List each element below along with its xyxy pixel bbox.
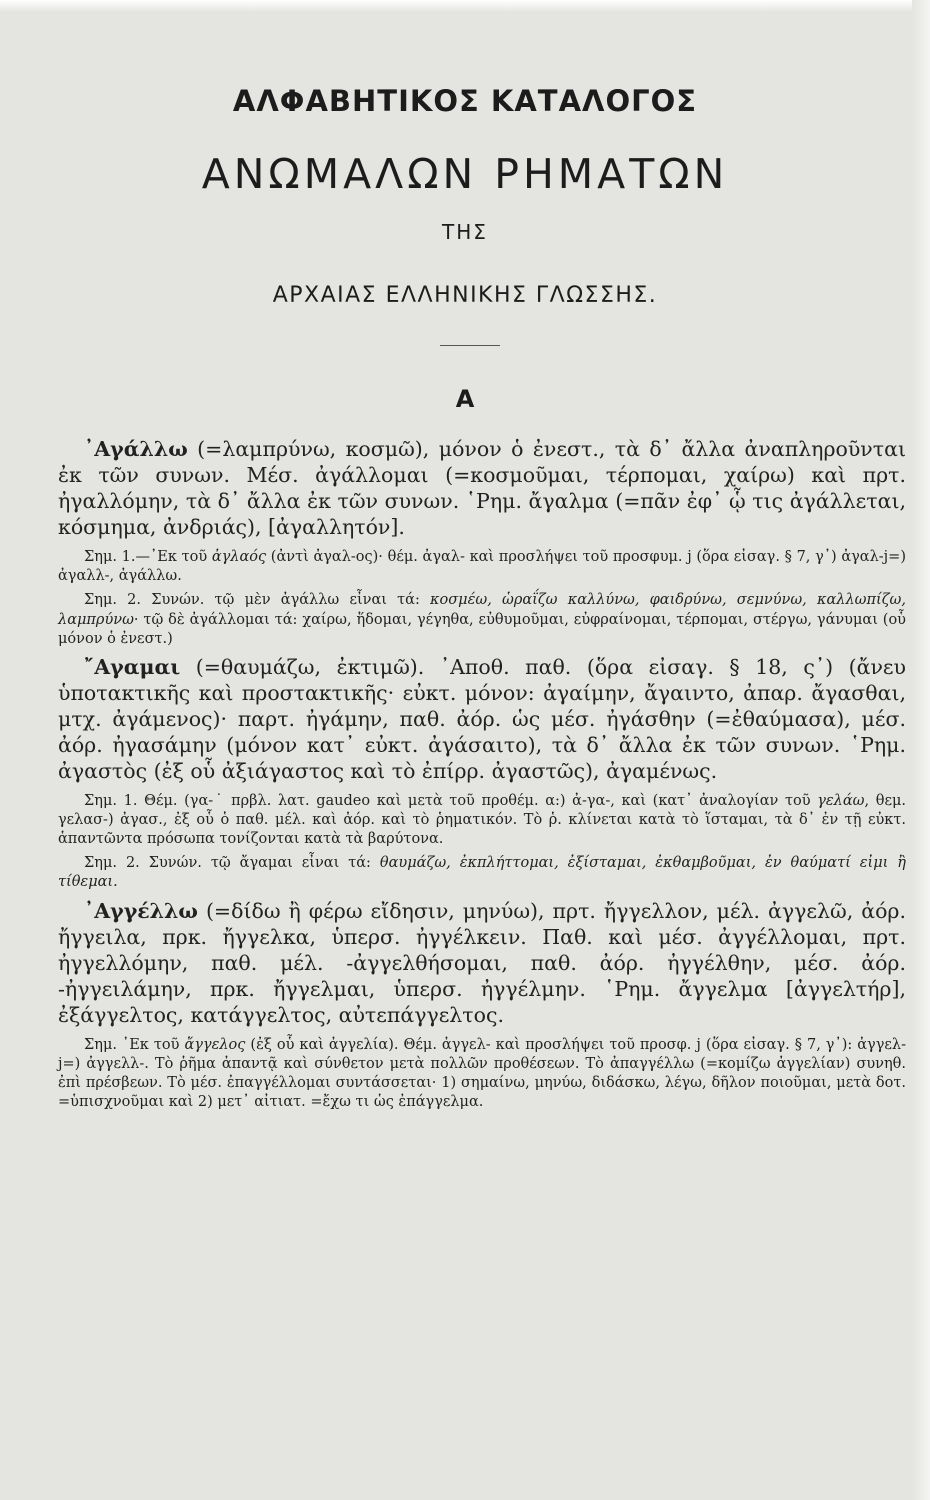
page-top-edge (0, 0, 930, 12)
entry-note (58, 591, 906, 648)
note-rest: (ἀντὶ ἀγαλ-ος)· θέμ. ἀγαλ- καὶ προσλήψει τοῦ προσφυμ. j (ὅρα εἰσαγ. § 7, γ᾿) ἀγαλ-j=) ἀγαλλ-, ἀγάλλω. (58, 549, 906, 585)
note-italic: γελάω (817, 792, 865, 809)
entry-text: (=δίδω ἢ φέρω εἴδησιν, μηνύω), πρτ. ἤγγελλον, μέλ. ἀγγελῶ, ἀόρ. ἤγγειλα, πρκ. ἤγγελκα, ὑπερσ. ἠγγέλκειν. Παθ. καὶ μέσ. ἀγγέλλομαι, πρτ. ἠγγελλόμην, παθ. μέλ. -ἀγγελθήσομαι, παθ. ἀόρ. ἠγγέλθην, μέσ. ἀόρ. -ἠγγειλάμην, πρκ. ἤγγελμαι, ὑπερσ. ἠγγέλμην. ῾Ρημ. ἄγγελμα [ἀγγελτήρ], ἐξάγγελτος, κατάγγελτος, αὐτεπάγγελτος. (58, 898, 906, 1027)
entry-note (58, 1036, 906, 1113)
title-line-1: ΑΛΦΑΒΗΤΙΚΟΣ ΚΑΤΑΛΟΓΟΣ (232, 84, 698, 118)
note-italic: ἄγγελος (184, 1036, 246, 1053)
note-italic: θαυμάζω, ἐκπλήττομαι, ἐξίσταμαι, ἐκθαμβοῦμαι, ἐν θαύματί εἰμι ἢ τίθεμαι. (58, 855, 906, 891)
note-text: Σημ. 2. Συνών. τῷ ἄγαμαι εἶναι τά: (84, 855, 380, 872)
note-text: Σημ. 2. Συνών. τῷ μὲν ἀγάλλω εἶναι τά: (84, 592, 431, 609)
title-line-3: ΤΗΣ (442, 220, 488, 244)
entry-note (58, 792, 906, 849)
entry-text: (=θαυμάζω, ἐκτιμῶ). ᾿Αποθ. παθ. (ὅρα εἰσαγ. § 18, ς᾿) (ἄνευ ὑποτακτικῆς καὶ προστακτικῆς· εὐκτ. μόνον: ἀγαίμην, ἄγαιντο, ἀπαρ. ἄγασθαι, μτχ. ἀγάμενος)· παρτ. ἠγάμην, παθ. ἀόρ. ὡς μέσ. ἠγάσθην (=ἐθαύμασα), μέσ. ἀόρ. ἠγασάμην (μόνον κατ᾿ εὐκτ. ἀγάσαιτο), τὰ δ᾿ ἄλλα ἐκ τῶν συνων. ῾Ρημ. ἀγαστὸς (ἐξ οὗ ἀξιάγαστος καὶ τὸ ἐπίρρ. ἀγαστῶς), ἀγαμένως. (58, 654, 906, 783)
entry-agamai (58, 654, 906, 784)
entry-lemma: ῎Αγαμαι (84, 654, 181, 679)
title-line-4: ΑΡΧΑΙΑΣ ΕΛΛΗΝΙΚΗΣ ΓΛΩΣΣΗΣ. (272, 283, 658, 308)
title-line-2: ΑΝΩΜΑΛΩΝ ΡΗΜΑΤΩΝ (201, 150, 729, 198)
note-text: Σημ. 1.—᾿Εκ τοῦ (84, 549, 212, 566)
section-letter: Α (455, 385, 475, 413)
note-rest: (ἐξ οὗ καὶ ἀγγελία). Θέμ. ἀγγελ- καὶ προσλήψει τοῦ προσφ. j (ὅρα εἰσαγ. § 7, γ᾿): ἀγγελ-j=) ἀγγελλ-. Τὸ ῥῆμα ἀπαντᾷ καὶ σύνθετον μετὰ πολλῶν προθέσεων. Τὸ ἀπαγγέλλω (=κομίζω ἀγγελίαν) συνηθ. ἐπὶ πρέσβεων. Τὸ μέσ. ἐπαγγέλλομαι συντάσσεται· 1) σημαίνω, μηνύω, διδάσκω, λέγω, δῆλον ποιοῦμαι, μετὰ δοτ. =ὑπισχνοῦμαι καὶ 2) μετ᾿ αἰτιατ. =ἔχω τι ὡς ἐπάγγελμα. (58, 1036, 906, 1111)
note-italic: κοσμέω, ὡραΐζω καλλύνω, φαιδρύνω, σεμνύνω, καλλωπίζω, λαμπρύνω (58, 592, 906, 628)
entry-agallo (58, 436, 906, 540)
dictionary-body (58, 436, 906, 1117)
entry-note (58, 548, 906, 586)
entry-note (58, 854, 906, 892)
entry-angello (58, 898, 906, 1028)
note-text: Σημ. 1. Θέμ. (γα-˙ πρβλ. λατ. gaudeo καὶ μετὰ τοῦ προθέμ. α:) ἀ-γα-, καὶ (κατ᾿ ἀναλογίαν τοῦ (84, 792, 818, 809)
title-divider (440, 345, 500, 346)
note-rest: , θεμ. γελασ-) ἀγασ., ἐξ οὗ ὁ παθ. μέλ. καὶ ἀόρ. καὶ τὸ ῥηματικόν. Τὸ ῥ. κλίνεται κατὰ τὸ ἵσταμαι, τὰ δ᾿ ἐν τῇ εὐκτ. ἁπαντῶντα πρόσωπα τονίζονται κατὰ τὰ βαρύτονα. (58, 792, 906, 848)
entry-lemma: ᾿Αγάλλω (84, 437, 188, 461)
entry-text: (=λαμπρύνω, κοσμῶ), μόνον ὁ ἐνεστ., τὰ δ᾿ ἄλλα ἀναπληροῦνται ἐκ τῶν συνων. Μέσ. ἀγάλλομαι (=κοσμοῦμαι, τέρπομαι, χαίρω) καὶ πρτ. ἠγαλλόμην, τὰ δ᾿ ἄλλα ἐκ τῶν συνων. ῾Ρημ. ἄγαλμα (=πᾶν ἐφ᾿ ᾧ τις ἀγάλλεται, κόσμημα, ἀνδριάς), [ἀγαλλητόν]. (58, 437, 906, 540)
note-text: Σημ. ᾿Εκ τοῦ (84, 1036, 185, 1053)
note-italic: ἀγλαός (211, 549, 267, 566)
entry-lemma: ᾿Αγγέλλω (84, 898, 198, 923)
note-rest: · τῷ δὲ ἀγάλλομαι τά: χαίρω, ἥδομαι, γέγηθα, εὐθυμοῦμαι, εὐφραίνομαι, τέρπομαι, στέργω, γάνυμαι (οὗ μόνον ὁ ἐνεστ.) (58, 611, 906, 647)
